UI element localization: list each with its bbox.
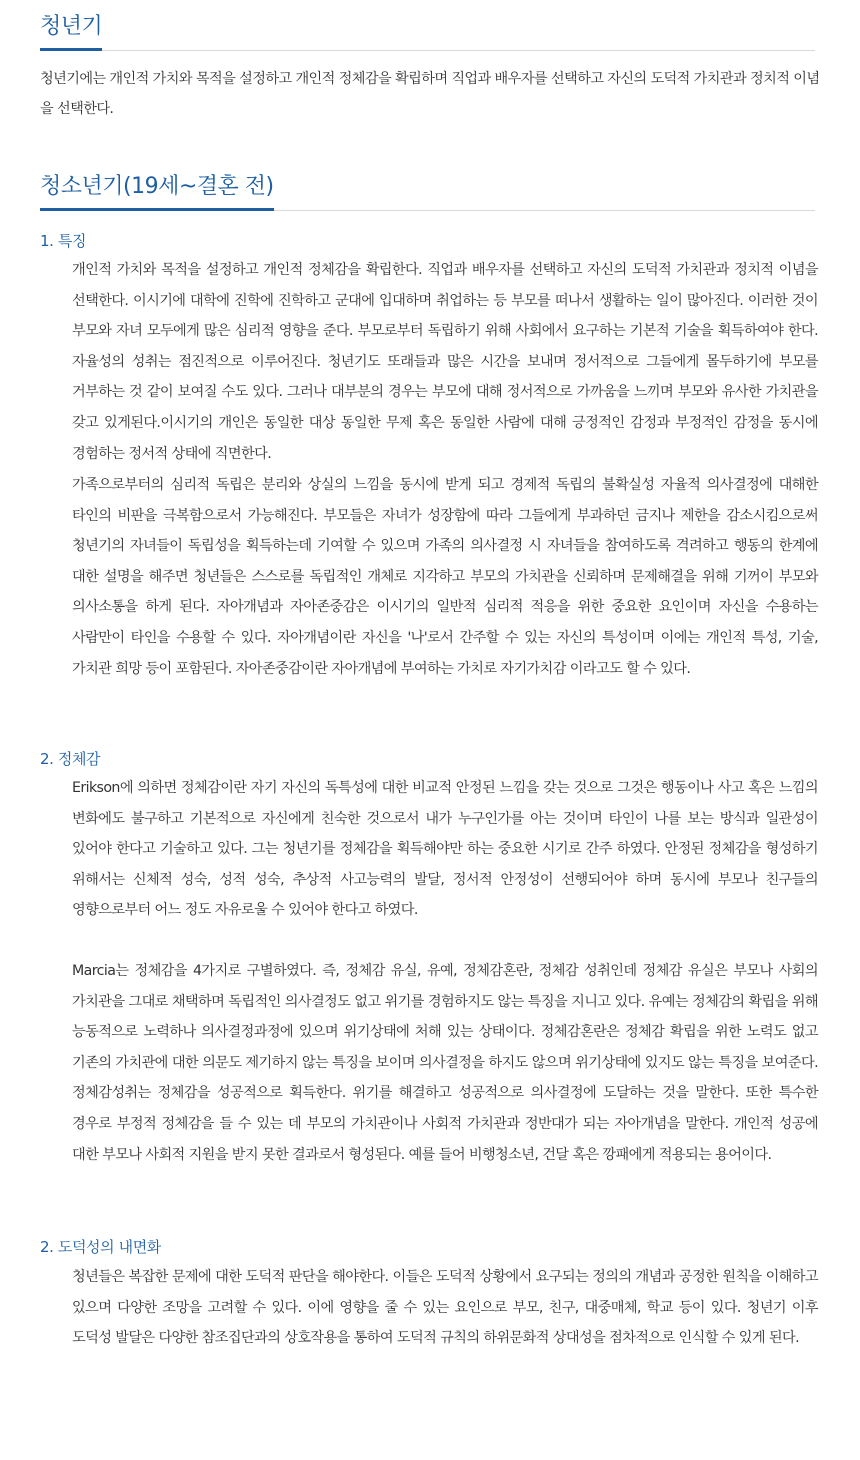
paragraph-characteristics-1: 개인적 가치와 목적을 설정하고 개인적 정체감을 확립한다. 직업과 배우자를 선택하고 자신의 도덕적 가치관과 정치적 이념을 선택한다. 이시기에 대학에 진학에 진학하고 군대에 입대하며 취업하는 등 부모를 떠나서 생활하는 일이 많아진다. 이러한 것이 부모와 자녀 모두에게 많은 심리적 영향을 준다. 부모로부터 독립하기 위해 사회에서 요구하는 기본적 기술을 획득하여야 한다. 자율성의 성취는 점진적으로 이루어진다. 청년기도 또래들과 많은 시간을 보내며 정서적으로 그들에게 몰두하기에 부모를 거부하는 것 같이 보여질 수도 있다. 그러나 대부분의 경우는 부모에 대해 정서적으로 가까움을 느끼며 부모와 유사한 가치관을 갖고 있게된다.이시기의 개인은 동일한 대상 동일한 무제 혹은 동일한 사람에 대해 긍정적인 감정과 부정적인 감정을 동시에 경험하는 정서적 상태에 직면한다.: [72, 262, 818, 462]
subheading-morality: 2. 도덕성의 내면화: [40, 1238, 161, 1256]
paragraph-characteristics-2: 가족으로부터의 심리적 독립은 분리와 상실의 느낌을 동시에 받게 되고 경제적 독립의 불확실성 자율적 의사결정에 대해한 타인의 비판을 극복함으로서 가능해진다. 부모들은 자녀가 성장함에 따라 그들에게 부과하던 금지나 제한을 감소시킴으로써 청년기의 자녀들이 독립성을 획득하는데 기여할 수 있으며 가족의 의사결정 시 자녀들을 참여하도록 격려하고 행동의 한계에 대한 설명을 해주면 청년들은 스스로를 독립적인 개체로 지각하고 부모의 가치관을 신뢰하며 문제해결을 위해 기꺼이 부모와 의사소통을 하게 된다. 자아개념과 자아존중감은 이시기의 일반적 심리적 적응을 위한 중요한 요인이며 자신을 수용하는 사람만이 타인을 수용할 수 있다. 자아개념이란 자신을 '나'로서 간주할 수 있는 자신의 특성이며 이에는 개인적 특성, 기술, 가치관 희망 등이 포함된다. 자아존중감이란 자아개념에 부여하는 가치로 자기가치감 이라고도 할 수 있다.: [72, 477, 818, 677]
paragraph-identity-marcia: Marcia는 정체감을 4가지로 구별하였다. 즉, 정체감 유실, 유예, 정체감혼란, 정체감 성취인데 정체감 유실은 부모나 사회의 가치관을 그대로 채택하며 독립적인 의사결정도 없고 위기를 경험하지도 않는 특징을 지니고 있다. 유예는 정체감의 확립을 위해 능동적으로 노력하나 의사결정과정에 있으며 위기상태에 처해 있는 상태이다. 정체감혼란은 정체감 확립을 위한 노력도 없고 기존의 가치관에 대한 의문도 제기하지 않는 특징을 보이며 의사결정을 하지도 않으며 위기상태에 있지도 않는 특징을 보여준다. 정체감성취는 정체감을 성공적으로 획득한다. 위기를 해결하고 성공적으로 의사결정에 도달하는 것을 말한다. 또한 특수한 경우로 부정적 정체감을 들 수 있는 데 부모의 가치관이나 사회적 가치관과 정반대가 되는 자아개념을 말한다. 개인적 성공에 대한 부모나 사회적 지원을 받지 못한 결과로서 형성된다. 예를 들어 비행청소년, 건달 혹은 깡패에게 적용되는 용어이다.: [72, 963, 818, 1163]
section-title-text: 청소년기(19세~결혼 전): [40, 172, 274, 211]
section-intro: 청년기에는 개인적 가치와 목적을 설정하고 개인적 정체감을 확립하며 직업과 배우자를 선택하고 자신의 도덕적 가치관과 정치적 이념을 선택한다.: [40, 71, 820, 117]
paragraph-identity-erikson: Erikson에 의하면 정체감이란 자기 자신의 독특성에 대한 비교적 안정된 느낌을 갖는 것으로 그것은 행동이나 사고 혹은 느낌의 변화에도 불구하고 기본적으로 자신에게 친숙한 것으로서 내가 누구인가를 아는 것이며 타인이 나를 보는 방식과 일관성이 있어야 한다고 기술하고 있다. 그는 청년기를 정체감을 획득해야만 하는 중요한 시기로 간주 하였다. 안정된 정체감을 형성하기 위해서는 신체적 성숙, 성적 성숙, 추상적 사고능력의 발달, 정서적 안정성이 선행되어야 하며 동시에 부모나 친구들의 영향으로부터 어느 정도 자유로울 수 있어야 한다고 하였다.: [72, 780, 818, 919]
section-title-text: 청년기: [40, 12, 102, 51]
paragraph-morality: 청년들은 복잡한 문제에 대한 도덕적 판단을 해야한다. 이들은 도덕적 상황에서 요구되는 정의의 개념과 공정한 원칙을 이해하고 있으며 다양한 조망을 고려할 수 있다. 이에 영향을 줄 수 있는 요인으로 부모, 친구, 대중매체, 학교 등이 있다. 청년기 이후 도덕성 발달은 다양한 참조집단과의 상호작용을 통하여 도덕적 규칙의 하위문화적 상대성을 점차적으로 인식할 수 있게 된다.: [72, 1269, 818, 1347]
subheading-characteristics: 1. 특징: [40, 232, 87, 250]
subheading-identity: 2. 정체감: [40, 750, 101, 768]
section-title-youth: [40, 12, 815, 51]
section-title-adolescence: [40, 172, 815, 211]
